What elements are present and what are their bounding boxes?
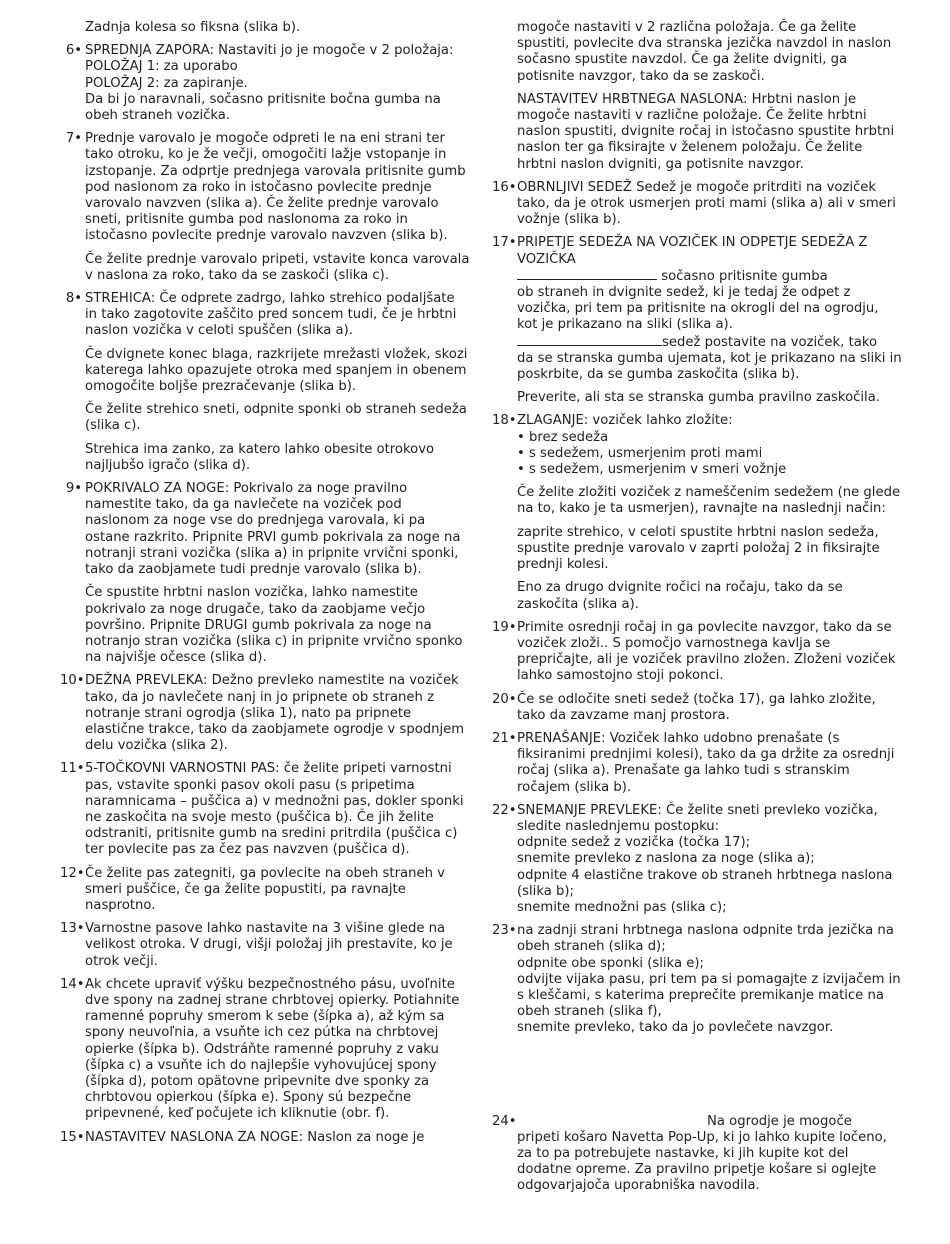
item-number: 8•: [65, 291, 82, 307]
item-text: Če se odločite sneti sedež (točka 17), ga lahko zložite, tako da zavzame manj prostora.: [517, 691, 876, 723]
seat-attach-line: sedež postavite na voziček, tako: [517, 334, 902, 351]
cover-step: na zadnji strani hrbtnega naslona odpnite trda jezička na obeh straneh (slika d);: [517, 923, 894, 955]
text-line: Če spustite hrbtni naslon vozička, lahko namestite pokrivalo za noge drugače, tako da zaobjame večjo površino. Pripnite DRUGI gumb pokrivala za noge na notranjo stran vozička (slika c) in pripnite vrvično sponko na najvišje očesce (slika d).: [85, 585, 463, 666]
item-number: 13•: [60, 921, 85, 937]
list-item: [60, 43, 470, 124]
item-16: [492, 180, 902, 229]
seat-attach-text: da se stranska gumba ujemata, kot je prikazano na sliki in poskrbite, da se gumba zaskočita (slika b).: [517, 350, 902, 383]
item-20: [492, 692, 902, 724]
list-item: [60, 291, 470, 474]
item-number: 12•: [60, 865, 85, 881]
basket-text: pripeti košaro Navetta Pop-Up, ki jo lahko kupite ločeno, za to pa potrebujete nastavke, ki jih kupite kot del dodatne opreme. Za pravilno pripetje košare si oglejte odgovarjajoča uporabniška navodila.: [517, 1129, 887, 1194]
item-number: 24•: [492, 1113, 517, 1129]
item-title: PRIPETJE SEDEŽA NA VOZIČEK IN ODPETJE SEDEŽA Z VOZIČKA: [517, 235, 868, 267]
cover-step: odpnite sedež z vozička (točka 17);: [517, 835, 751, 851]
list-item: [60, 1130, 470, 1146]
item-23: [492, 923, 902, 1036]
blank-line: [517, 268, 657, 280]
text-line: Če želite pas zategniti, ga povlecite na obeh straneh v smeri puščice, če ga želite popustiti, pa ravnajte nasprotno.: [85, 865, 445, 913]
item-number: 22•: [492, 802, 517, 818]
item-number: 16•: [492, 179, 517, 195]
item-paragraph: [85, 252, 470, 284]
cover-step: snemite prevleko z naslona za noge (slika a);: [517, 851, 815, 867]
text-line: POLOŽAJ 2: za zapiranje.: [85, 75, 248, 91]
item-paragraph: [85, 402, 470, 434]
list-item: [60, 761, 470, 858]
list-item: [60, 866, 470, 915]
cover-step: odvijte vijaka pasu, pri tem pa si pomagajte z izvijačem in s kleščami, s katerima preprečite premikanje matice na obeh straneh (slika f),: [517, 971, 901, 1020]
left-column: [60, 20, 470, 1153]
list-item: [60, 673, 470, 754]
item-number: 15•: [60, 1129, 85, 1145]
text-line: Varnostne pasove lahko nastavite na 3 višine glede na velikost otroka. V drugi, višji položaj jih prestavite, ko je otrok večji.: [85, 921, 453, 969]
seat-release-text: ob straneh in dvignite sedež, ki je tedaj že odpet z vozička, pri tem pa pritisnite na okrogli del na ogrodju, kot je prikazano na sliki (slika a).: [517, 285, 879, 333]
text-line: POKRIVALO ZA NOGE: Pokrivalo za noge pravilno namestite tako, da ga navlečete na voziček pod naslonom za noge vse do prednjega varovala, ki pa ostane razkrito. Pripnite PRVI gumb pokrivala za noge na notranji strani vozička (slika a) in pripnite vrvični sponki, tako da zaobjamete tudi prednje varovalo (slika b).: [85, 481, 461, 578]
continued-item-15: [492, 20, 902, 173]
item-17: [492, 235, 902, 406]
cover-step: snemite mednožni pas (slika c);: [517, 899, 727, 915]
item-paragraph: [85, 481, 470, 578]
item-19: [492, 620, 902, 685]
seat-check-text: Preverite, ali sta se stranska gumba pravilno zaskočila.: [517, 390, 880, 406]
intro-text: Zadnja kolesa so fiksna (slika b).: [85, 20, 301, 35]
text-line: DEŽNA PREVLEKA: Dežno prevleko namestite na voziček tako, da jo navlečete nanj in jo pripnete ob straneh z notranje strani ogrodja (slika 1), nato pa pripnete elastične trakce, tako da zaobjamete ogrodje v spodnjem delu vozička (slika 2).: [85, 673, 465, 754]
item-number: 9•: [65, 481, 82, 497]
item-paragraph: [85, 761, 470, 858]
item-number: 6•: [65, 43, 82, 59]
item-number: 10•: [60, 673, 85, 689]
basket-first-line: Na ogrodje je mogoče: [707, 1113, 852, 1129]
item-paragraph: [85, 866, 470, 915]
text-line: STREHICA: Če odprete zadrgo, lahko strehico podaljšate in tako zagotovite zaščito pred soncem tudi, če je hrbtni naslon vozička v celoti spuščen (slika a).: [85, 291, 457, 339]
text-line: Prednje varovalo je mogoče odpreti le na eni strani ter tako otroku, ko je že večji, omogočiti lažje vstopanje in izstopanje. Za odprtje prednjega varovala pritisnite gumb pod naslonom za roko in istočasno povlecite prednje varovalo navzven (slika a). Če želite prednje varovalo sneti, pritisnite gumba pod naslonoma za roko in istočasno povlecite prednje varovalo navzven (slika b).: [85, 131, 466, 244]
list-item: [60, 481, 470, 666]
folding-options: ZLAGANJE: voziček lahko zložite: • brez sedeža • s sedežem, usmerjenim proti mami • s sedežem, usmerjenim v smeri vožnje: [517, 413, 787, 478]
cover-step: snemite prevleko, tako da jo povlečete navzgor.: [517, 1020, 834, 1036]
item-paragraph: [85, 921, 470, 970]
list-item: [60, 921, 470, 970]
item-paragraph: [85, 442, 470, 474]
item-text: Primite osrednji ročaj in ga povlecite navzgor, tako da se voziček zloži.. S pomočjo varnostnega kavlja se prepričajte, ali je voziček pravilno zložen. Zloženi voziček lahko samostojno stoji pokonci.: [517, 619, 896, 684]
item-paragraph: [85, 977, 470, 1123]
spacer: [492, 1044, 902, 1114]
text-line: Strehica ima zanko, za katero lahko obesite otrokovo najljubšo igračo (slika d).: [85, 441, 435, 473]
text-line: 5-TOČKOVNI VARNOSTNI PAS: če želite pripeti varnostni pas, vstavite sponki pasov okoli pasu (s pripetima naramnicama – puščica a) v mednožni pas, dokler sponki ne zaskočita na svoje mesto (puščica b). Če jih želite odstraniti, pritisnite gumb na sredini pritrdila (puščica c) ter povlecite pas za čez pas navzven (puščica d).: [85, 761, 464, 858]
text-line: SPREDNJA ZAPORA: Nastaviti jo je mogoče v 2 položaja:: [85, 43, 454, 59]
item-number: 20•: [492, 691, 517, 707]
text-line: Da bi jo naravnali, sočasno pritisnite bočna gumba na obeh straneh vozička.: [85, 91, 441, 124]
item-number: 7•: [65, 131, 82, 147]
item-number: 19•: [492, 619, 517, 635]
item-22: [492, 803, 902, 916]
item-paragraph: [85, 347, 470, 396]
text-line: POLOŽAJ 1: za uporabo: [85, 59, 238, 75]
item-18: [492, 413, 902, 612]
item-number: 18•: [492, 413, 517, 429]
item-number: 14•: [60, 976, 85, 992]
item-number: 23•: [492, 923, 517, 939]
list-item: [60, 131, 470, 284]
text-line: Če dvignete konec blaga, razkrijete mrežasti vložek, skozi katerega lahko opazujete otroka med spanjem in obenem omogočite boljše prezračevanje (slika b).: [85, 346, 468, 395]
cover-step: odpnite obe sponki (slika e);: [517, 955, 704, 971]
blank-line: [517, 334, 662, 346]
list-item: [60, 977, 470, 1123]
item-21: [492, 731, 902, 796]
folding-para-3: Eno za drugo dvignite ročici na ročaju, tako da se zaskočita (slika a).: [517, 580, 843, 612]
item-paragraph: [85, 1130, 470, 1146]
text-line: NASTAVITEV NASLONA ZA NOGE: Naslon za noge je: [85, 1129, 425, 1145]
item-paragraph: [85, 43, 470, 124]
item-text: OBRNLJIVI SEDEŽ Sedež je mogoče pritrditi na voziček tako, da je otrok usmerjen proti mami (slika a) ali v smeri vožnje (slika b).: [517, 179, 896, 228]
item-24: [492, 1114, 902, 1195]
item-number: 17•: [492, 235, 517, 251]
text-line: Če želite strehico sneti, odpnite sponki ob straneh sedeža (slika c).: [85, 402, 467, 434]
item-paragraph: [85, 291, 470, 340]
item-number: 21•: [492, 730, 517, 746]
folding-para-1: Če želite zložiti voziček z nameščenim sedežem (ne glede na to, kako je ta usmerjen), ravnajte na naslednji način:: [517, 485, 901, 517]
left-items: [60, 43, 470, 1146]
right-column: [492, 20, 902, 1202]
item-paragraph: [85, 131, 470, 244]
item-paragraph: [85, 585, 470, 666]
backrest-adjust: NASTAVITEV HRBTNEGA NASLONA: Hrbtni naslon je mogoče nastaviti v različne položaje. Če želite hrbtni naslon spustiti, dvignite ročaj in istočasno spustite hrbtni naslon ter ga fiksirajte v želenem položaju. Če želite hrbtni naslon dvigniti, ga potisnite navzgor.: [517, 91, 895, 172]
item-15-continued: mogoče nastaviti v 2 različna položaja. Če ga želite spustiti, povlecite dva stranska jezička navzdol in naslon sočasno spustite navzdol. Če ga želite dvigniti, ga potisnite navzgor, tako da se zaskoči.: [517, 20, 892, 84]
seat-release-line: sočasno pritisnite gumba: [517, 268, 902, 285]
item-text: PRENAŠANJE: Voziček lahko udobno prenašate (s fiksiranimi prednjimi kolesi), tako da ga držite za osrednji ročaj (slika a). Prenašate ga lahko tudi s stranskim ročajem (slika b).: [517, 730, 895, 795]
intro-line: [60, 20, 470, 36]
cover-step: odpnite 4 elastične trakove ob straneh hrbtnega naslona (slika b);: [517, 867, 893, 899]
item-paragraph: [85, 673, 470, 754]
folding-para-2: zaprite strehico, v celoti spustite hrbtni naslon sedeža, spustite prednje varovalo v zaprti položaj 2 in fiksirajte prednji kolesi.: [517, 524, 880, 573]
cover-step: SNEMANJE PREVLEKE: Če želite sneti prevleko vozička, sledite naslednjemu postopku:: [517, 802, 878, 834]
text-line: Ak chcete upraviť výšku bezpečnostného pásu, uvoľnite dve spony na zadnej strane chrbtovej opierky. Potiahnite ramenné popruhy smerom k sebe (šípka a), až kým sa spony neuvoľnia, a vsuňte ich cez pútka na chrbtovej opierke (šípka b). Odstráňte ramenné popruhy z vaku (šípka c) a vsuňte ich do najlepšie vyhovujúcej spony (šípka d), potom opätovne pripevnite dve sponky za chrbtovou opierkou (šípka e). Spony sú bezpečne pripevnené, keď počujete ich kliknutie (obr. f).: [85, 976, 460, 1122]
item-number: 11•: [60, 761, 85, 777]
text-line: Če želite prednje varovalo pripeti, vstavite konca varovala v naslona za roko, tako da se zaskoči (slika c).: [85, 251, 470, 283]
